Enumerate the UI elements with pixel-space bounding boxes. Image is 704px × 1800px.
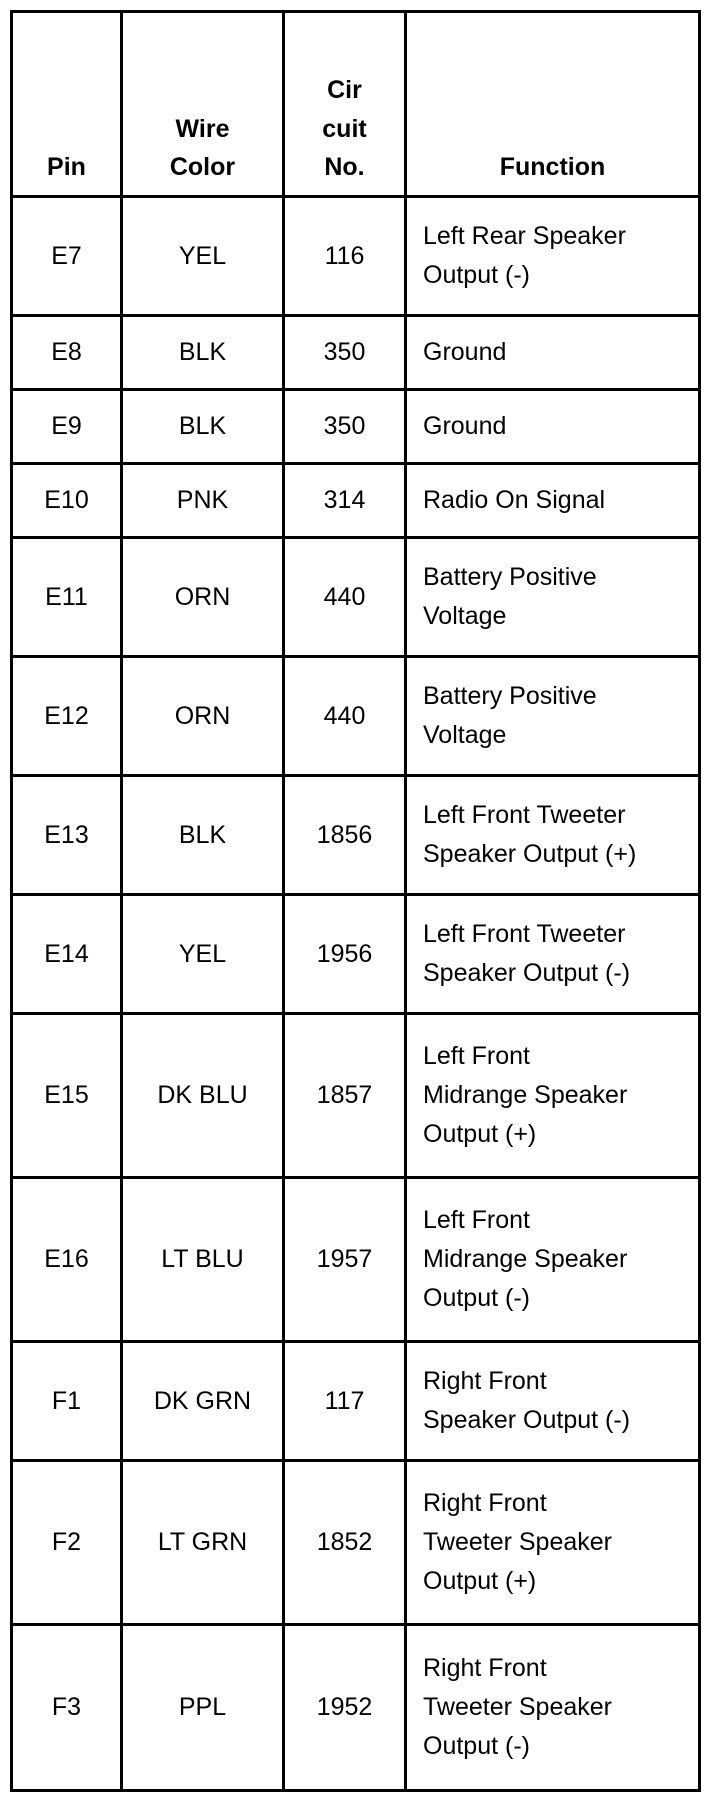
pin-cell: F3 [12,1625,122,1791]
pin-cell: E8 [12,316,122,390]
circuit-cell: 1956 [284,895,406,1014]
function-cell: Right Front Tweeter Speaker Output (+) [406,1461,700,1625]
pin-cell: F1 [12,1342,122,1461]
function-cell: Left Rear Speaker Output (-) [406,197,700,316]
function-cell: Ground [406,390,700,464]
function-cell: Left Front Tweeter Speaker Output (+) [406,776,700,895]
function-cell: Ground [406,316,700,390]
function-cell: Right Front Speaker Output (-) [406,1342,700,1461]
circuit-cell: 350 [284,316,406,390]
pin-cell: E16 [12,1178,122,1342]
wire-color-cell: BLK [122,390,284,464]
table-row [12,1014,700,1178]
circuit-cell: 1856 [284,776,406,895]
wire-color-cell: PPL [122,1625,284,1791]
header-row [12,12,700,197]
circuit-cell: 440 [284,538,406,657]
pin-cell: E15 [12,1014,122,1178]
function-cell: Battery Positive Voltage [406,538,700,657]
table-row [12,895,700,1014]
table-row [12,390,700,464]
function-cell: Left Front Midrange Speaker Output (+) [406,1014,700,1178]
circuit-cell: 1852 [284,1461,406,1625]
wire-color-cell: DK GRN [122,1342,284,1461]
header-pin: Pin [12,12,122,197]
wire-color-cell: PNK [122,464,284,538]
pin-cell: E13 [12,776,122,895]
wire-color-cell: DK BLU [122,1014,284,1178]
wire-color-cell: LT BLU [122,1178,284,1342]
function-cell: Battery Positive Voltage [406,657,700,776]
pin-cell: E10 [12,464,122,538]
wire-color-cell: YEL [122,895,284,1014]
circuit-cell: 117 [284,1342,406,1461]
wire-color-cell: BLK [122,316,284,390]
circuit-cell: 1952 [284,1625,406,1791]
wire-color-cell: LT GRN [122,1461,284,1625]
circuit-cell: 1857 [284,1014,406,1178]
function-cell: Radio On Signal [406,464,700,538]
function-cell: Left Front Tweeter Speaker Output (-) [406,895,700,1014]
circuit-cell: 1957 [284,1178,406,1342]
pin-cell: E14 [12,895,122,1014]
table-row [12,1625,700,1791]
table-row [12,538,700,657]
function-cell: Right Front Tweeter Speaker Output (-) [406,1625,700,1791]
wire-color-cell: ORN [122,657,284,776]
wire-color-cell: ORN [122,538,284,657]
pin-cell: E7 [12,197,122,316]
pin-cell: E11 [12,538,122,657]
table-row [12,464,700,538]
table-row [12,197,700,316]
header-circuit-no: Cir cuit No. [284,12,406,197]
header-function: Function [406,12,700,197]
circuit-cell: 350 [284,390,406,464]
circuit-cell: 116 [284,197,406,316]
pin-cell: E12 [12,657,122,776]
circuit-cell: 440 [284,657,406,776]
function-cell: Left Front Midrange Speaker Output (-) [406,1178,700,1342]
table-row [12,657,700,776]
pin-cell: F2 [12,1461,122,1625]
table-row [12,1461,700,1625]
table-row [12,1178,700,1342]
wire-color-cell: YEL [122,197,284,316]
circuit-cell: 314 [284,464,406,538]
table-row [12,776,700,895]
pin-cell: E9 [12,390,122,464]
table-row [12,316,700,390]
header-wire-color: Wire Color [122,12,284,197]
pin-function-table [10,10,701,1792]
wire-color-cell: BLK [122,776,284,895]
table-row [12,1342,700,1461]
